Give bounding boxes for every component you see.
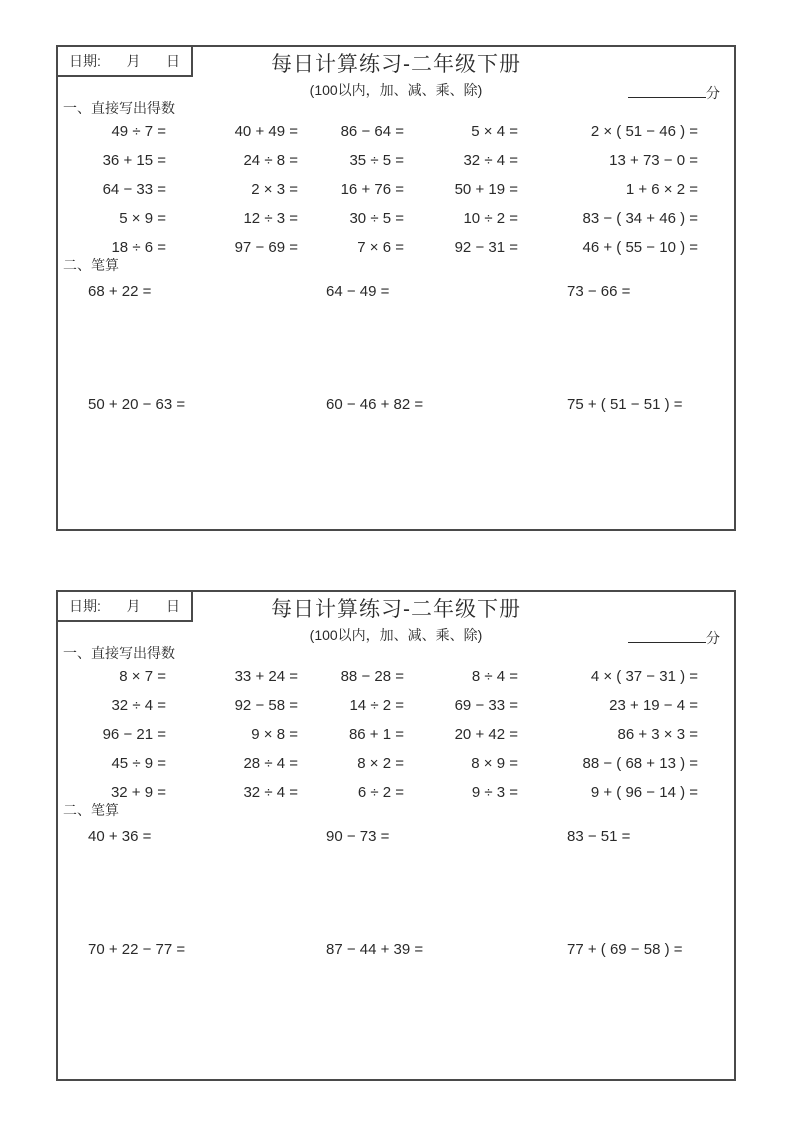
problem-expression: 2 × 3 = xyxy=(251,181,298,198)
problem-expression: 88 − ( 68 + 13 ) = xyxy=(582,755,698,772)
problem-expression: 8 × 2 = xyxy=(357,755,404,772)
problem-expression: 50 + 19 = xyxy=(454,181,518,198)
score-unit-label: 分 xyxy=(706,85,720,101)
problem-expression: 16 + 76 = xyxy=(340,181,404,198)
date-label: 日期: xyxy=(69,53,101,69)
score-blank-line xyxy=(628,628,706,643)
problem-row xyxy=(58,827,734,847)
problem-expression: 75 + ( 51 − 51 ) = xyxy=(567,396,683,413)
worksheet-subtitle: (100以内，加、减、乘、除) xyxy=(309,627,483,643)
problem-row xyxy=(58,282,734,302)
problem-row xyxy=(58,175,734,204)
problem-expression: 50 + 20 − 63 = xyxy=(88,396,186,413)
problem-row xyxy=(58,778,734,807)
problem-row xyxy=(58,749,734,778)
worksheet xyxy=(56,590,736,1081)
problem-expression: 90 − 73 = xyxy=(326,828,390,845)
problem-expression: 23 + 19 − 4 = xyxy=(609,697,698,714)
problem-expression: 77 + ( 69 − 58 ) = xyxy=(567,941,683,958)
problem-expression: 32 + 9 = xyxy=(110,784,166,801)
problem-row xyxy=(58,940,734,960)
problem-expression: 87 − 44 + 39 = xyxy=(326,941,424,958)
problem-expression: 18 ÷ 6 = xyxy=(111,239,166,256)
problem-expression: 69 − 33 = xyxy=(454,697,518,714)
problem-expression: 88 − 28 = xyxy=(340,668,404,685)
section1-title: 一、直接写出得数 xyxy=(63,100,175,116)
problem-expression: 33 + 24 = xyxy=(234,668,298,685)
problem-row xyxy=(58,204,734,233)
problem-expression: 1 + 6 × 2 = xyxy=(625,181,698,198)
worksheet-title: 每日计算练习-二年级下册 xyxy=(271,598,521,621)
month-label: 月 xyxy=(126,53,141,69)
problem-expression: 6 ÷ 2 = xyxy=(357,784,404,801)
mental-math-grid xyxy=(58,117,734,262)
date-box xyxy=(56,590,193,622)
problem-expression: 10 ÷ 2 = xyxy=(463,210,518,227)
problem-row xyxy=(58,662,734,691)
problem-row xyxy=(58,691,734,720)
problem-expression: 92 − 31 = xyxy=(454,239,518,256)
problem-expression: 12 ÷ 3 = xyxy=(243,210,298,227)
problem-expression: 86 + 1 = xyxy=(348,726,404,743)
problem-expression: 32 ÷ 4 = xyxy=(243,784,298,801)
mental-math-grid xyxy=(58,662,734,807)
problem-expression: 8 × 9 = xyxy=(471,755,518,772)
problem-row xyxy=(58,720,734,749)
score-line xyxy=(628,83,720,103)
day-label: 日 xyxy=(165,53,180,69)
problem-expression: 40 + 49 = xyxy=(234,123,298,140)
section1-title: 一、直接写出得数 xyxy=(63,645,175,661)
score-line xyxy=(628,628,720,648)
problem-expression: 30 ÷ 5 = xyxy=(349,210,404,227)
problem-expression: 92 − 58 = xyxy=(234,697,298,714)
problem-expression: 9 × 8 = xyxy=(251,726,298,743)
day-label: 日 xyxy=(165,598,180,614)
problem-expression: 5 × 9 = xyxy=(119,210,166,227)
problem-expression: 83 − 51 = xyxy=(567,828,631,845)
score-blank-line xyxy=(628,83,706,98)
problem-expression: 68 + 22 = xyxy=(88,283,152,300)
problem-expression: 83 − ( 34 + 46 ) = xyxy=(582,210,698,227)
problem-expression: 86 + 3 × 3 = xyxy=(617,726,698,743)
problem-row xyxy=(58,233,734,262)
problem-expression: 20 + 42 = xyxy=(454,726,518,743)
problem-expression: 8 ÷ 4 = xyxy=(471,668,518,685)
section2-title: 二、笔算 xyxy=(63,802,119,818)
problem-expression: 8 × 7 = xyxy=(119,668,166,685)
problem-expression: 28 ÷ 4 = xyxy=(243,755,298,772)
problem-expression: 9 + ( 96 − 14 ) = xyxy=(590,784,698,801)
problem-expression: 64 − 33 = xyxy=(102,181,166,198)
worksheet-title: 每日计算练习-二年级下册 xyxy=(271,53,521,76)
problem-expression: 24 ÷ 8 = xyxy=(243,152,298,169)
problem-expression: 5 × 4 = xyxy=(471,123,518,140)
problem-expression: 46 + ( 55 − 10 ) = xyxy=(582,239,698,256)
problem-expression: 40 + 36 = xyxy=(88,828,152,845)
worksheet xyxy=(56,45,736,531)
problem-expression: 45 ÷ 9 = xyxy=(111,755,166,772)
date-box xyxy=(56,45,193,77)
problem-expression: 64 − 49 = xyxy=(326,283,390,300)
problem-row xyxy=(58,146,734,175)
problem-expression: 73 − 66 = xyxy=(567,283,631,300)
problem-row xyxy=(58,395,734,415)
problem-row xyxy=(58,117,734,146)
problem-expression: 36 + 15 = xyxy=(102,152,166,169)
problem-expression: 60 − 46 + 82 = xyxy=(326,396,424,413)
problem-expression: 97 − 69 = xyxy=(234,239,298,256)
problem-expression: 14 ÷ 2 = xyxy=(349,697,404,714)
section2-title: 二、笔算 xyxy=(63,257,119,273)
problem-expression: 96 − 21 = xyxy=(102,726,166,743)
problem-expression: 86 − 64 = xyxy=(340,123,404,140)
worksheet-subtitle: (100以内，加、减、乘、除) xyxy=(309,82,483,98)
problem-expression: 2 × ( 51 − 46 ) = xyxy=(590,123,698,140)
problem-expression: 13 + 73 − 0 = xyxy=(609,152,698,169)
problem-expression: 70 + 22 − 77 = xyxy=(88,941,186,958)
problem-expression: 32 ÷ 4 = xyxy=(111,697,166,714)
problem-expression: 9 ÷ 3 = xyxy=(471,784,518,801)
problem-expression: 49 ÷ 7 = xyxy=(111,123,166,140)
score-unit-label: 分 xyxy=(706,630,720,646)
month-label: 月 xyxy=(126,598,141,614)
problem-expression: 4 × ( 37 − 31 ) = xyxy=(590,668,698,685)
problem-expression: 35 ÷ 5 = xyxy=(349,152,404,169)
problem-expression: 32 ÷ 4 = xyxy=(463,152,518,169)
problem-expression: 7 × 6 = xyxy=(357,239,404,256)
date-label: 日期: xyxy=(69,598,101,614)
